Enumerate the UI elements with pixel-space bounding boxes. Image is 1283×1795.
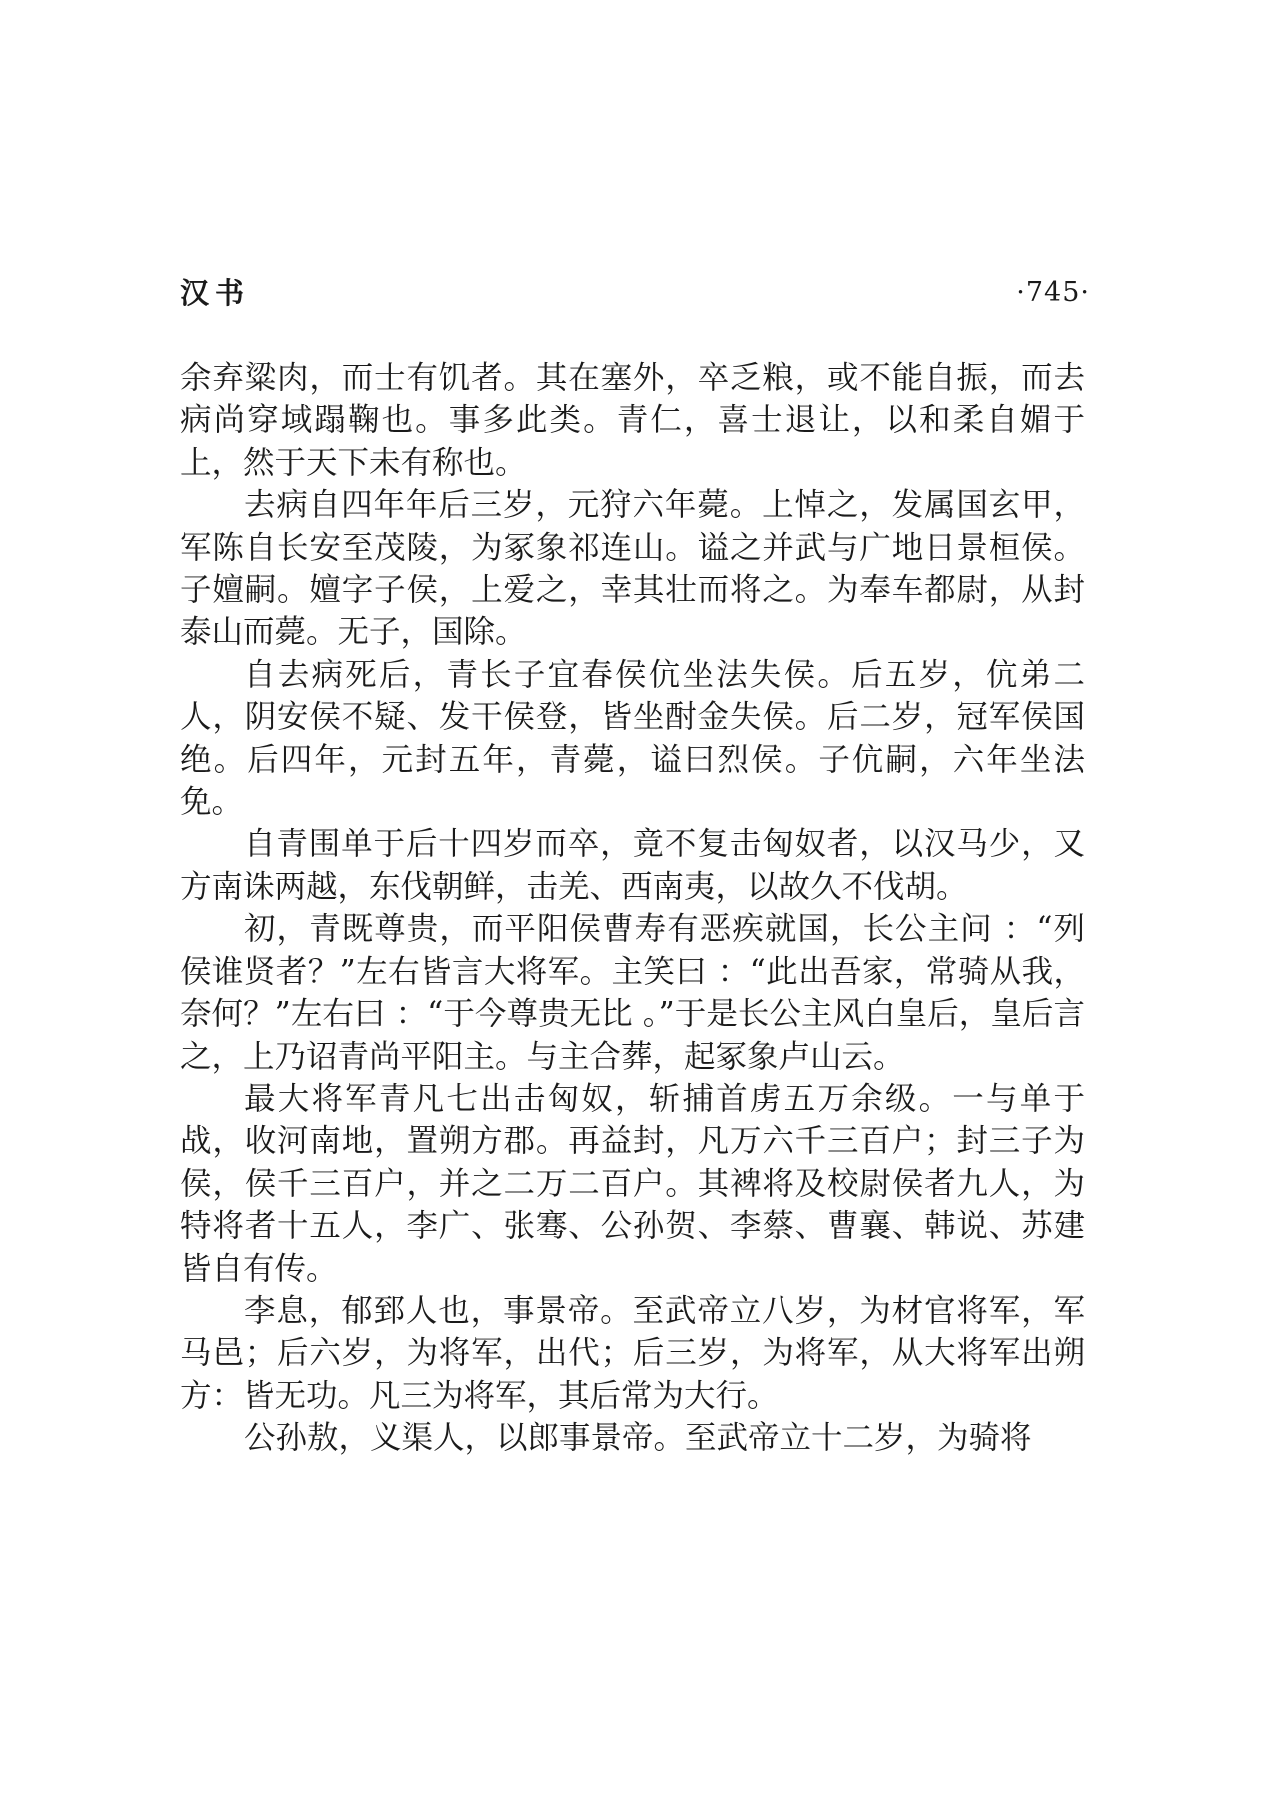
paragraph: 初，青既尊贵，而平阳侯曹寿有恶疾就国，长公主问 ：“列侯谁贤者？”左右皆言大将军。主笑曰 ：“此出吾家，常骑从我，奈何？”左右曰 ：“于今尊贵无比 。”于是长公主风白皇后，皇后言之，上乃诏青尚平阳主。与主合葬，起冢象卢山云。: [180, 911, 1085, 1075]
paragraph: 公孙敖，义渠人，以郎事景帝。至武帝立十二岁，为骑将: [244, 1420, 1032, 1457]
paragraph: 余弃粱肉，而士有饥者。其在塞外，卒乏粮，或不能自振，而去病尚穿域蹋鞠也。事多此类。青仁，喜士退让，以和柔自媚于上，然于天下未有称也。: [180, 360, 1085, 481]
body-text: [180, 357, 1085, 1460]
paragraph: 自青围单于后十四岁而卒，竟不复击匈奴者，以汉马少，又方南诛两越，东伐朝鲜，击羌、西南夷，以故久不伐胡。: [180, 826, 1085, 905]
page-header: [180, 268, 1090, 318]
paragraph: 李息，郁郅人也，事景帝。至武帝立八岁，为材官将军，军马邑；后六岁，为将军，出代；后三岁，为将军，从大将军出朔方：皆无功。凡三为将军，其后常为大行。: [180, 1292, 1085, 1414]
page-number: ·745·: [1016, 277, 1090, 308]
paragraph: 去病自四年年后三岁，元狩六年薨。上悼之，发属国玄甲，军陈自长安至茂陵，为冢象祁连山。谥之并武与广地日景桓侯。子嬗嗣。嬗字子侯，上爱之，幸其壮而将之。为奉车都尉，从封泰山而薨。无子，国除。: [180, 487, 1085, 651]
paragraph: 最大将军青凡七出击匈奴，斩捕首虏五万余级。一与单于战，收河南地，置朔方郡。再益封，凡万六千三百户；封三子为侯，侯千三百户，并之二万二百户。其裨将及校尉侯者九人，为特将者十五人，李广、张骞、公孙贺、李蔡、曹襄、韩说、苏建皆自有传。: [180, 1080, 1085, 1287]
running-title: 汉书: [180, 276, 251, 310]
paragraph: 自去病死后，青长子宜春侯伉坐法失侯。后五岁，伉弟二人，阴安侯不疑、发干侯登，皆坐酎金失侯。后二岁，冠军侯国绝。后四年，元封五年，青薨，谥曰烈侯。子伉嗣，六年坐法免。: [180, 656, 1085, 821]
